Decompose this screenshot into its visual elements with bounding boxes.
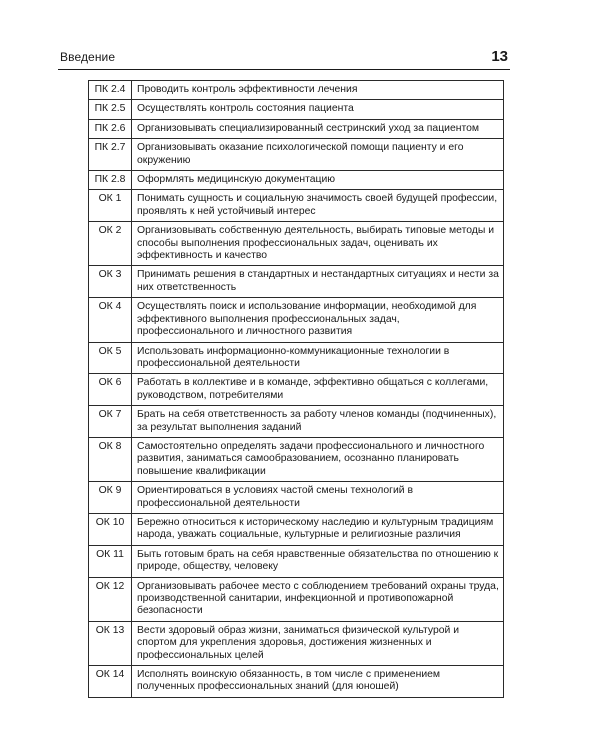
competency-description: Принимать решения в стандартных и нестандартных ситуациях и нести за них ответственность — [132, 266, 504, 298]
competency-code: ОК 12 — [89, 577, 132, 621]
page-header — [58, 47, 510, 70]
competency-description: Ориентироваться в условиях частой смены технологий в профессиональной деятельности — [132, 482, 504, 514]
competency-description: Работать в коллективе и в команде, эффективно общаться с коллегами, руководством, потребителями — [132, 374, 504, 406]
competency-description: Брать на себя ответственность за работу членов команды (подчиненных), за результат выполнения заданий — [132, 406, 504, 438]
competency-description: Бережно относиться к историческому наследию и культурным традициям народа, уважать социальные, культурные и религиозные различия — [132, 513, 504, 545]
table-row — [89, 139, 504, 171]
table-row — [89, 342, 504, 374]
competency-code: ПК 2.7 — [89, 139, 132, 171]
competency-table-body — [89, 81, 504, 698]
table-row — [89, 190, 504, 222]
competency-code: ОК 1 — [89, 190, 132, 222]
competency-code: ОК 13 — [89, 621, 132, 665]
competency-code: ОК 11 — [89, 545, 132, 577]
table-row — [89, 119, 504, 138]
competency-code: ОК 4 — [89, 298, 132, 342]
competency-description: Исполнять воинскую обязанность, в том числе с применением полученных профессиональных знаний (для юношей) — [132, 666, 504, 698]
table-row — [89, 81, 504, 100]
competency-code: ОК 6 — [89, 374, 132, 406]
competency-code: ОК 5 — [89, 342, 132, 374]
competency-description: Самостоятельно определять задачи профессионального и личностного развития, заниматься самообразованием, осознанно планировать повышение квалификации — [132, 437, 504, 481]
table-row — [89, 406, 504, 438]
table-row — [89, 621, 504, 665]
competency-code: ОК 7 — [89, 406, 132, 438]
competency-code: ОК 3 — [89, 266, 132, 298]
competency-description: Быть готовым брать на себя нравственные обязательства по отношению к природе, обществу, человеку — [132, 545, 504, 577]
competency-code: ПК 2.4 — [89, 81, 132, 100]
table-row — [89, 577, 504, 621]
table-row — [89, 222, 504, 266]
table-row — [89, 437, 504, 481]
competency-code: ОК 2 — [89, 222, 132, 266]
competency-description: Понимать сущность и социальную значимость своей будущей профессии, проявлять к ней устойчивый интерес — [132, 190, 504, 222]
competency-description: Вести здоровый образ жизни, заниматься физической культурой и спортом для укрепления здоровья, достижения жизненных и профессиональных целей — [132, 621, 504, 665]
competency-code: ОК 10 — [89, 513, 132, 545]
competency-table — [88, 80, 504, 698]
competency-code: ПК 2.5 — [89, 100, 132, 119]
competency-description: Организовывать оказание психологической помощи пациенту и его окружению — [132, 139, 504, 171]
table-row — [89, 374, 504, 406]
table-row — [89, 100, 504, 119]
table-row — [89, 545, 504, 577]
competency-code: ОК 14 — [89, 666, 132, 698]
competency-description: Организовывать специализированный сестринский уход за пациентом — [132, 119, 504, 138]
table-row — [89, 171, 504, 190]
competency-description: Осуществлять поиск и использование информации, необходимой для эффективного выполнения профессиональных задач, профессионального и личностного развития — [132, 298, 504, 342]
competency-description: Организовывать собственную деятельность, выбирать типовые методы и способы выполнения профессиональных задач, оценивать их эффективность и качество — [132, 222, 504, 266]
page-number: 13 — [491, 48, 508, 65]
competency-code: ОК 8 — [89, 437, 132, 481]
competency-description: Использовать информационно-коммуникационные технологии в профессиональной деятельности — [132, 342, 504, 374]
competency-code: ПК 2.6 — [89, 119, 132, 138]
table-row — [89, 482, 504, 514]
section-title: Введение — [60, 50, 116, 64]
table-row — [89, 266, 504, 298]
table-row — [89, 666, 504, 698]
competency-code: ПК 2.8 — [89, 171, 132, 190]
competency-description: Осуществлять контроль состояния пациента — [132, 100, 504, 119]
table-row — [89, 298, 504, 342]
competency-description: Оформлять медицинскую документацию — [132, 171, 504, 190]
competency-description: Проводить контроль эффективности лечения — [132, 81, 504, 100]
competency-description: Организовывать рабочее место с соблюдением требований охраны труда, производственной санитарии, инфекционной и противопожарной безопасности — [132, 577, 504, 621]
competency-code: ОК 9 — [89, 482, 132, 514]
table-row — [89, 513, 504, 545]
